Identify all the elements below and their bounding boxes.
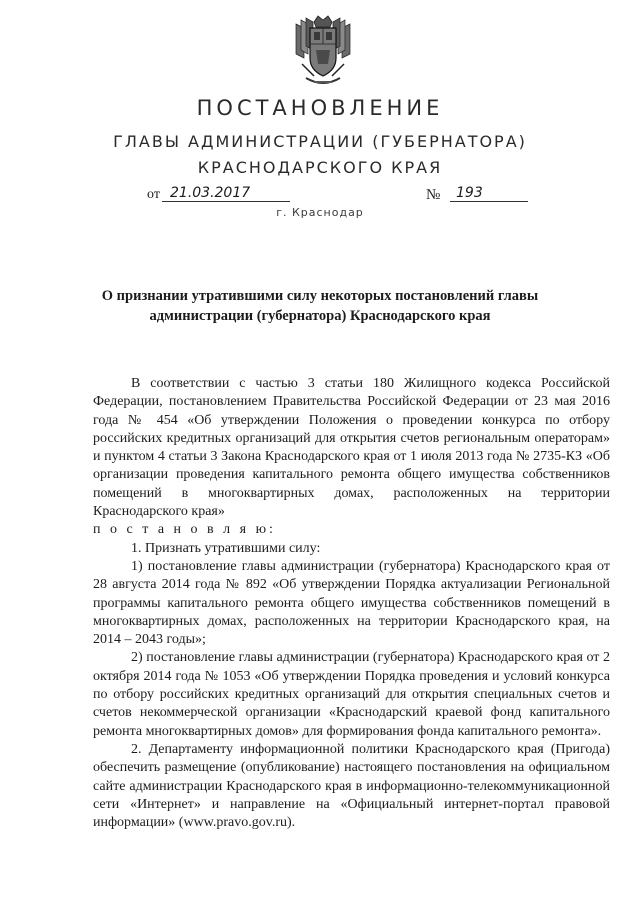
issuer-line-2: КРАСНОДАРСКОГО КРАЯ — [197, 158, 443, 177]
number-value: 193 — [450, 185, 528, 202]
date-value: 21.03.2017 — [162, 185, 290, 202]
place-of-issue: г. Краснодар — [276, 206, 364, 219]
issuer-line-1: ГЛАВЫ АДМИНИСТРАЦИИ (ГУБЕРНАТОРА) — [113, 132, 527, 151]
date-number-row — [0, 185, 640, 207]
decree-word: п о с т а н о в л я ю: — [93, 522, 276, 538]
document-body — [93, 375, 610, 832]
coat-of-arms-emblem — [292, 14, 354, 92]
document-title: О признании утратившими силу некоторых постановлений главы администрации (губернатора) Краснодарского края — [101, 288, 539, 324]
document-type-heading: ПОСТАНОВЛЕНИЕ — [196, 96, 444, 120]
item-1-subitem-1: 1) постановление главы администрации (губернатора) Краснодарского края от 28 августа 2014 года № 892 «Об утверждении Порядка актуализации Региональной программы капитального ремонта общего имущества собственников помещений в многоквартирных домах, расположенных на территории Краснодарского края, на 2014 – 2043 годы»; — [93, 558, 610, 648]
preamble-paragraph: В соответствии с частью 3 статьи 180 Жилищного кодекса Российской Федерации, постановлением Правительства Российской Федерации от 23 мая 2016 года № 454 «Об утверждении Положения о проведении конкурса по отбору российских кредитных организаций для открытия счетов региональным операторам» и пунктом 4 статьи 3 Закона Краснодарского края от 1 июля 2013 года № 2735-КЗ «Об организации проведения капитального ремонта общего имущества собственников помещений в многоквартирных домах, расположенных на территории Краснодарского края» — [93, 376, 610, 520]
date-prefix: от — [147, 187, 160, 202]
item-1-subitem-2: 2) постановление главы администрации (губернатора) Краснодарского края от 2 октября 2014 года № 1053 «Об утверждении Порядка проведения и условий конкурса по отбору российских кредитных организаций для открытия специальных счетов и счетов некоммерческой организации «Краснодарский краевой фонд капитального ремонта многоквартирных домов» для формирования фонда капитального ремонта». — [93, 650, 610, 739]
item-1: 1. Признать утратившими силу: — [131, 540, 321, 556]
item-2: 2. Департаменту информационной политики Краснодарского края (Пригода) обеспечить размещение (опубликование) настоящего постановления на официальном сайте администрации Краснодарского края в информационно-телекоммуникационной сети «Интернет» и направление на «Официальный интернет-портал правовой информации» (www.pravo.gov.ru). — [93, 741, 610, 831]
coat-of-arms-icon — [292, 14, 354, 92]
number-prefix: № — [426, 187, 441, 203]
